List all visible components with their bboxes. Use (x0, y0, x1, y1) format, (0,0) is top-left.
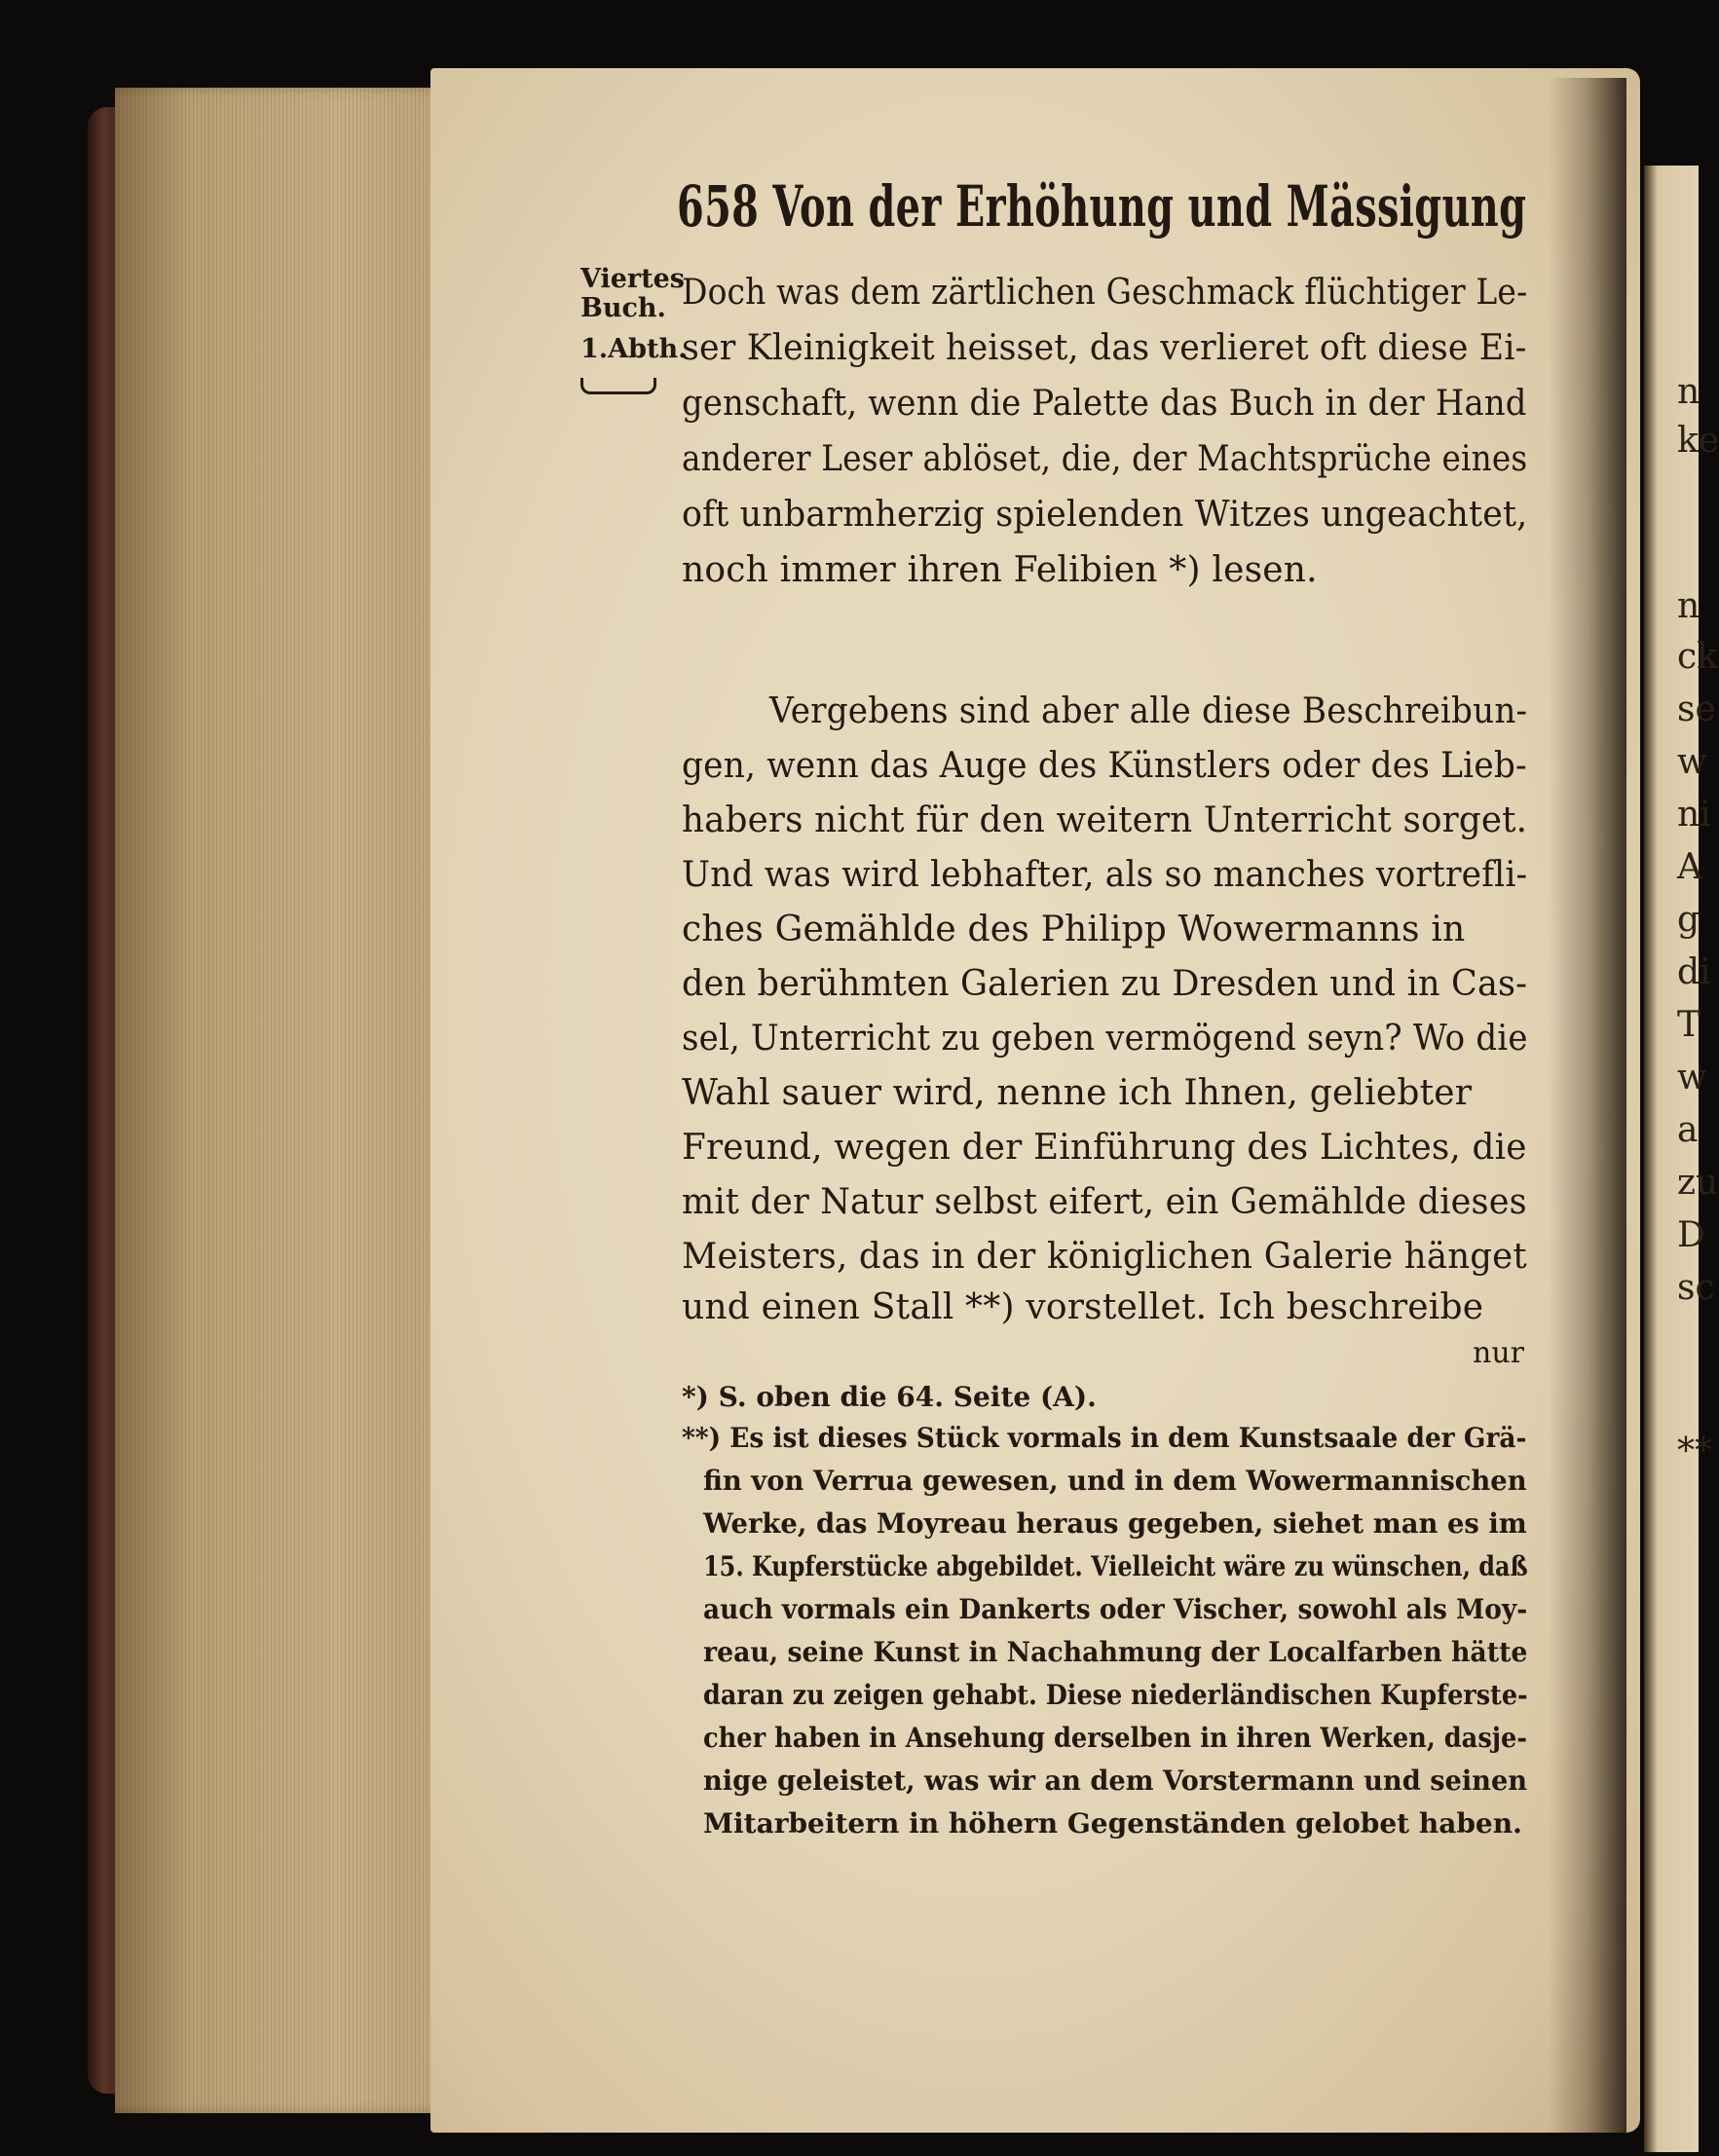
facing-page-fragment: a (1677, 1110, 1699, 1150)
body-line: Doch was dem zärtlichen Geschmack flüchtiger Le- (682, 273, 1528, 313)
facing-page-fragment: n (1677, 372, 1700, 412)
facing-page-fragment: sc (1677, 1268, 1715, 1308)
body-line: anderer Leser ablöset, die, der Machtsprüche eines (682, 439, 1528, 479)
margin-note-bracket (580, 378, 656, 394)
footnote-line: auch vormals ein Dankerts oder Vischer, sowohl als Moy- (703, 1593, 1528, 1625)
body-line: genschaft, wenn die Palette das Buch in der Hand (682, 384, 1527, 424)
margin-note-line: Viertes (580, 264, 685, 294)
facing-page-fragment: ni (1677, 795, 1711, 835)
footnote-line: 15. Kupferstücke abgebildet. Vielleicht wäre zu wünschen, daß (703, 1550, 1528, 1582)
footnote-line: daran zu zeigen gehabt. Diese niederländischen Kupferste- (703, 1679, 1528, 1711)
body-line: und einen Stall **) vorstellet. Ich beschreibe (682, 1287, 1484, 1327)
body-line: oft unbarmherzig spielenden Witzes ungeachtet, (682, 495, 1528, 535)
footnote-line: nige geleistet, was wir an dem Vorstermann und seinen (703, 1765, 1528, 1797)
running-header: 658 Von der Erhöhung und Mässigung (677, 173, 1527, 240)
body-line: gen, wenn das Auge des Künstlers oder des Lieb- (682, 746, 1527, 786)
facing-page-fragment: zu (1677, 1163, 1719, 1203)
body-line: Vergebens sind aber alle diese Beschreibun- (769, 691, 1528, 731)
facing-page-fragment: w (1677, 742, 1707, 782)
facing-page-fragment: se (1677, 689, 1716, 729)
facing-page-fragment: g (1677, 900, 1700, 940)
footnote-line: Werke, das Moyreau heraus gegeben, siehet man es im (703, 1507, 1527, 1540)
footnote-line: *) S. oben die 64. Seite (A). (682, 1381, 1097, 1413)
facing-page-edge (1644, 166, 1719, 2152)
footnote-line: **) Es ist dieses Stück vormals in dem Kunstsaale der Grä- (682, 1422, 1527, 1454)
facing-page-fragment: T (1677, 1005, 1701, 1045)
margin-note-line: 1.Abth. (580, 334, 688, 364)
footnote-line: fin von Verrua gewesen, und in dem Wowermannischen (703, 1465, 1527, 1497)
body-line: habers nicht für den weitern Unterricht sorget. (682, 800, 1528, 840)
catchword: nur (1473, 1336, 1524, 1370)
facing-page-fragment: D (1677, 1215, 1705, 1255)
body-line: Wahl sauer wird, nenne ich Ihnen, geliebter (682, 1073, 1473, 1113)
body-line: mit der Natur selbst eifert, ein Gemählde dieses (682, 1182, 1527, 1222)
facing-page-fragment: ck (1677, 637, 1718, 677)
facing-page-fragment: n (1677, 586, 1700, 626)
body-line: Und was wird lebhafter, als so manches vortrefli- (682, 855, 1528, 895)
facing-page-fragment: w (1677, 1058, 1707, 1097)
facing-page-fragment: di (1677, 952, 1711, 992)
footnote-line: cher haben in Ansehung derselben in ihren Werken, dasje- (703, 1722, 1528, 1754)
body-line: den berühmten Galerien zu Dresden und in Cas- (682, 964, 1528, 1004)
footnote-line: Mitarbeitern in höhern Gegenständen gelobet haben. (703, 1807, 1522, 1840)
body-line: ches Gemählde des Philipp Wowermanns in (682, 910, 1466, 949)
body-line: Freund, wegen der Einführung des Lichtes, die (682, 1128, 1527, 1168)
body-line: sel, Unterricht zu geben vermögend seyn? Wo die (682, 1019, 1528, 1059)
body-line: ser Kleinigkeit heisset, das verlieret oft diese Ei- (682, 328, 1527, 368)
body-line: noch immer ihren Felibien *) lesen. (682, 550, 1318, 590)
facing-page-fragment: ke (1677, 421, 1719, 461)
book-gutter (1549, 78, 1626, 2133)
facing-page-fragment: ** (1677, 1431, 1712, 1471)
footnote-line: reau, seine Kunst in Nachahmung der Localfarben hätte (703, 1636, 1528, 1668)
facing-page-fragment: A (1677, 847, 1702, 887)
body-line: Meisters, das in der königlichen Galerie hänget (682, 1237, 1527, 1277)
margin-note-line: Buch. (580, 293, 666, 323)
